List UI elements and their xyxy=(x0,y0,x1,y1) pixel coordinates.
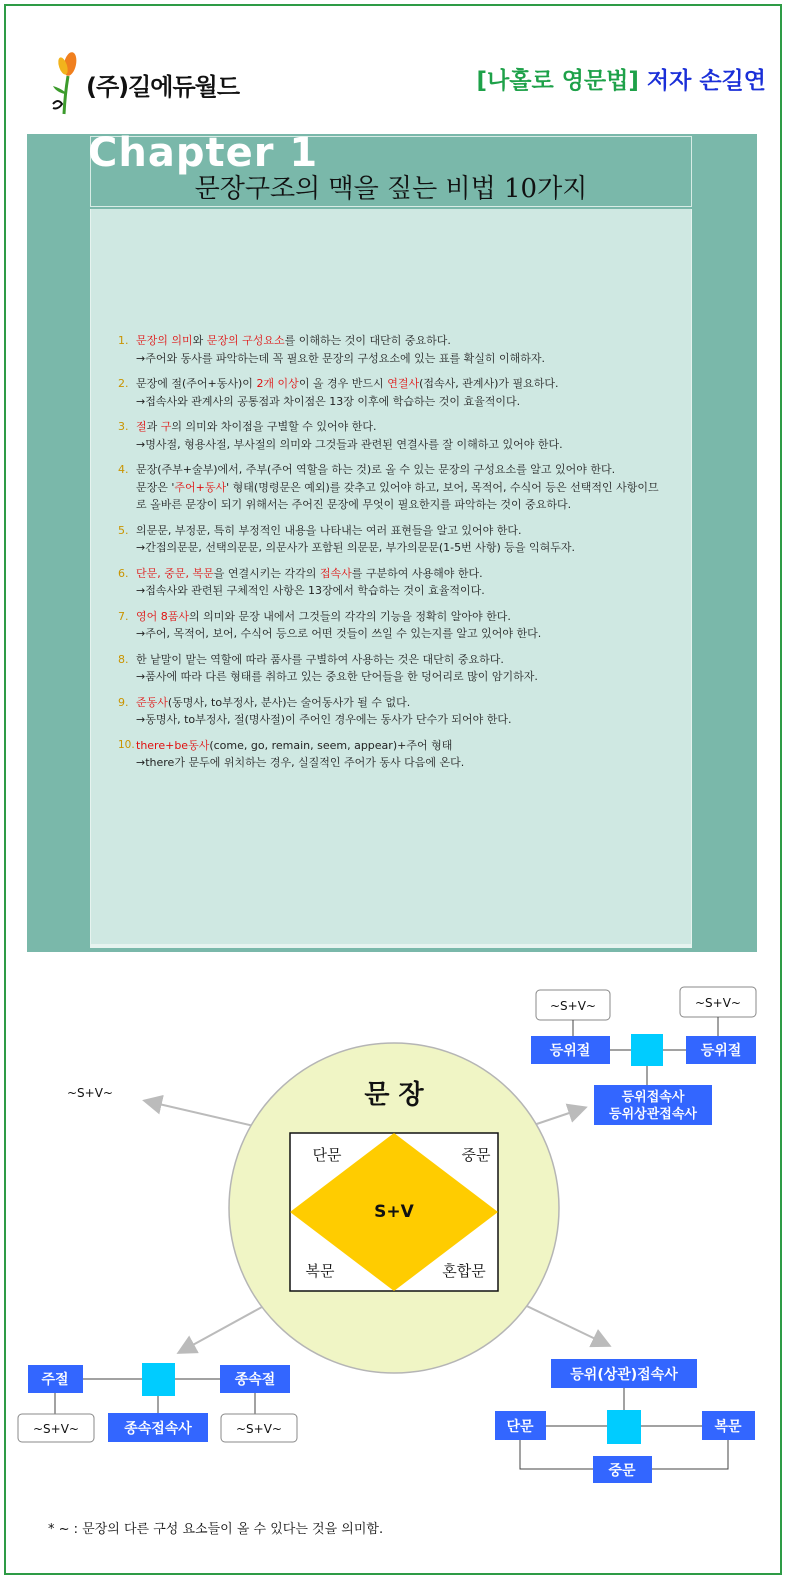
highlight-text: 2개 이상 xyxy=(256,377,299,390)
rule-explanation: →간접의문문, 선택의문문, 의문사가 포함된 의문문, 부가의문문(1-5번 사항) 등을 익혀두자. xyxy=(136,541,576,554)
rule-explanation: →주어, 목적어, 보어, 수식어 등으로 어떤 것들이 쓰일 수 있는지를 알고 있어야 한다. xyxy=(136,627,542,640)
rule-text: 과 xyxy=(146,420,161,433)
mixed-diagram xyxy=(495,1359,755,1483)
clause-text: ~S+V~ xyxy=(236,1422,282,1436)
highlight-text: 접속사 xyxy=(319,566,352,580)
rule-explanation: →품사에 따라 다른 형태를 취하고 있는 중요한 단어들을 한 덩어리로 많이 암기하자. xyxy=(136,670,538,683)
connector-square xyxy=(607,1410,641,1444)
rule-number: 6. xyxy=(118,566,129,580)
rule-number: 10. xyxy=(118,738,135,751)
complex-text: 복문 xyxy=(714,1419,742,1435)
clause-text: ~S+V~ xyxy=(550,999,596,1013)
compound-text: 중문 xyxy=(608,1463,636,1479)
rule-number: 2. xyxy=(118,377,129,390)
rule-number: 1. xyxy=(118,334,129,347)
rule-explanation: →명사절, 형용사절, 부사절의 의미와 그것들과 관련된 연결사를 잘 이해하고 있어야 한다. xyxy=(136,437,563,451)
rule-number: 5. xyxy=(118,523,129,537)
rule-explanation: →접속사와 관련된 구체적인 사항은 13장에서 학습하는 것이 효율적이다. xyxy=(136,584,485,597)
corner-simple: 단문 xyxy=(312,1146,342,1164)
rule-explanation: →주어와 동사를 파악하는데 꼭 필요한 문장의 구성요소에 있는 표를 확실히 이해하자. xyxy=(136,351,545,365)
rule-text: (접속사, 관계사)가 필요하다. xyxy=(419,377,559,390)
rule-text: 를 구분하여 사용해야 한다. xyxy=(351,566,483,580)
rule-explanation: →동명사, to부정사, 절(명사절)이 주어인 경우에는 동사가 단수가 되어야 한다. xyxy=(136,713,512,726)
rule-number: 7. xyxy=(118,609,129,623)
coord-clause-text: 등위절 xyxy=(700,1043,742,1059)
rule-text: (동명사, to부정사, 분사)는 술어동사가 될 수 없다. xyxy=(167,695,411,709)
highlight-text: 준동사 xyxy=(136,695,168,709)
sub-clause-text: 종속절 xyxy=(234,1372,276,1388)
author-name: 저자 손길연 xyxy=(646,68,766,94)
rule-explanation: 로 올바른 문장이 되기 위해서는 주어진 문장에 무엇이 필요한지를 파악하는 것이 중요하다. xyxy=(136,498,572,511)
center-label: S+V xyxy=(374,1202,414,1222)
corner-mixed: 혼합문 xyxy=(442,1262,486,1280)
rule-text: 의 의미와 차이점을 구별할 수 있어야 한다. xyxy=(171,420,377,433)
rule-text: 이 올 경우 반드시 xyxy=(298,377,388,390)
highlight-text: 단문, 중문, 복문 xyxy=(136,566,214,580)
main-clause-text: 주절 xyxy=(41,1372,69,1388)
rule-number: 9. xyxy=(118,695,129,709)
rule-text: 문장은 ' xyxy=(136,480,175,494)
rule-text: 한 낱말이 맡는 역할에 따라 품사를 구별하여 사용하는 것은 대단히 중요하다. xyxy=(136,652,504,666)
circle-title: 문 장 xyxy=(364,1080,424,1110)
footnote: * ~ : 문장의 다른 구성 요소들이 올 수 있다는 것을 의미함. xyxy=(48,1522,384,1537)
highlight-text: 영어 8품사 xyxy=(136,609,189,623)
coord-corr-conj-text: 등위상관접속사 xyxy=(609,1107,697,1122)
highlight-text: 문장의 구성요소 xyxy=(206,334,285,347)
rule-text: 와 xyxy=(192,334,207,347)
simple-text: 단문 xyxy=(506,1419,534,1435)
chapter-subtitle: 문장구조의 맥을 짚는 비법 10가지 xyxy=(194,174,588,204)
rule-text: 문장에 절(주어+동사)이 xyxy=(136,377,257,390)
clause-text: ~S+V~ xyxy=(695,996,741,1010)
simple-note: ~S+V~ xyxy=(67,1086,113,1100)
highlight-text: 구 xyxy=(160,420,172,433)
rule-number: 3. xyxy=(118,420,129,433)
rule-explanation: →there가 문두에 위치하는 경우, 실질적인 주어가 동사 다음에 온다. xyxy=(136,756,465,769)
coord-conj-text: 등위접속사 xyxy=(621,1090,685,1105)
rule-text: ' 형태(명령문은 예외)를 갖추고 있어야 하고, 보어, 목적어, 수식어 등은 선택적인 사항이므 xyxy=(226,480,659,494)
rule-number: 4. xyxy=(118,463,129,476)
clause-text: ~S+V~ xyxy=(33,1422,79,1436)
coord-clause-text: 등위절 xyxy=(549,1043,591,1059)
rule-text: (come, go, remain, seem, appear)+주어 형태 xyxy=(209,738,453,752)
connector-square xyxy=(631,1034,663,1066)
highlight-text: 문장의 의미 xyxy=(136,334,193,347)
highlight-text: there+be동사 xyxy=(136,738,210,752)
rule-text: 을 연결시키는 각각의 xyxy=(213,566,320,580)
coord-corr-text: 등위(상관)접속사 xyxy=(570,1367,678,1383)
corner-complex: 복문 xyxy=(305,1262,335,1280)
complex-diagram xyxy=(18,1363,297,1442)
rule-number: 8. xyxy=(118,652,129,666)
rule-text: 를 이해하는 것이 대단히 중요하다. xyxy=(284,334,451,347)
company-name: (주)길에듀월드 xyxy=(86,72,240,101)
rule-text: 의문문, 부정문, 특히 부정적인 내용을 나타내는 여러 표현들을 알고 있어야 한다. xyxy=(136,523,522,537)
connector-square xyxy=(142,1363,175,1396)
corner-compound: 중문 xyxy=(461,1146,491,1164)
highlight-text: 연결사 xyxy=(387,377,420,390)
rule-explanation: →접속사와 관계사의 공통점과 차이점은 13장 이후에 학습하는 것이 효율적이다. xyxy=(136,394,521,408)
highlight-text: 절 xyxy=(136,420,147,433)
rule-text: 문장(주부+술부)에서, 주부(주어 역할을 하는 것)로 올 수 있는 문장의 구성요소를 알고 있어야 한다. xyxy=(136,463,616,476)
book-name: [나홀로 영문법] xyxy=(476,68,639,94)
sub-conj-text: 종속접속사 xyxy=(124,1421,192,1437)
chapter-label: Chapter 1 xyxy=(88,130,319,176)
rule-text: 의 의미와 문장 내에서 그것들의 각각의 기능을 정확히 알아야 한다. xyxy=(189,609,511,623)
compound-diagram xyxy=(531,987,756,1125)
highlight-text: 주어+동사 xyxy=(174,480,227,494)
